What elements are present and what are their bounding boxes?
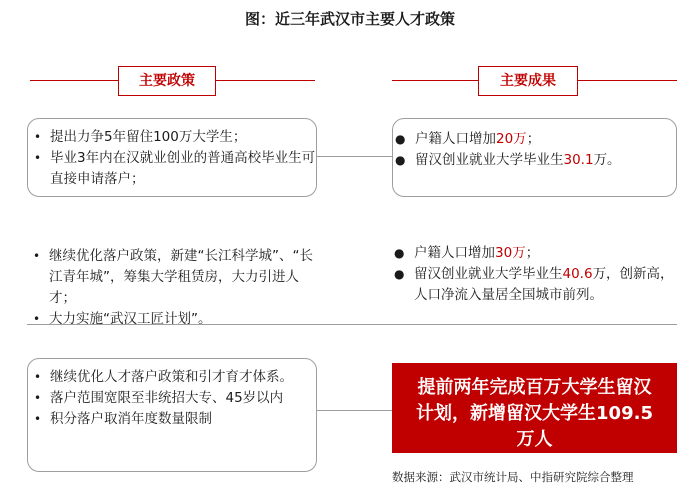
highlight-value: 40.6 bbox=[562, 266, 593, 282]
policy-item: • 继续优化人才落户政策和引才育才体系。 bbox=[28, 367, 316, 388]
connector-line-1 bbox=[317, 156, 392, 157]
highlight-value: 20万 bbox=[496, 131, 527, 147]
policy-item: • 继续优化落户政策，新建“长江科学城”、“长江青年城”，筹集大学租赁房，大力引进人才； bbox=[27, 246, 317, 309]
result-item: ● 户籍人口增加20万； bbox=[393, 129, 676, 150]
row2-bottom-rule bbox=[27, 324, 677, 325]
policy-box-3 bbox=[27, 358, 317, 472]
data-source: 数据来源：武汉市统计局、中指研究院综合整理 bbox=[392, 470, 634, 484]
results-header: 主要成果 bbox=[478, 66, 578, 96]
result-item: ● 留汉创业就业大学毕业生30.1万。 bbox=[393, 150, 676, 171]
policy-item: • 毕业3年内在汉就业创业的普通高校毕业生可直接申请落户； bbox=[28, 148, 316, 190]
policy-box-1 bbox=[27, 118, 317, 197]
highlight-value: 30.1 bbox=[563, 152, 594, 168]
policies-header: 主要政策 bbox=[118, 66, 216, 96]
page-title: 图：近三年武汉市主要人才政策 bbox=[244, 10, 455, 28]
policy-item: • 积分落户取消年度数量限制 bbox=[28, 409, 316, 430]
highlight-value: 30万 bbox=[495, 245, 526, 261]
result-box-1 bbox=[392, 118, 677, 197]
highlight-result-box: 提前两年完成百万大学生留汉计划，新增留汉大学生109.5万人 bbox=[392, 363, 677, 453]
policy-item: • 提出力争5年留住100万大学生； bbox=[28, 127, 316, 148]
result-item: ● 留汉创业就业大学毕业生40.6万，创新高，人口净流入量居全国城市前列。 bbox=[392, 264, 677, 306]
connector-line-3 bbox=[317, 410, 392, 411]
policy-group-2 bbox=[27, 238, 317, 327]
result-group-2 bbox=[392, 243, 677, 323]
policy-item: • 落户范围宽限至非统招大专、45岁以内 bbox=[28, 388, 316, 409]
result-item: ● 户籍人口增加30万； bbox=[392, 243, 677, 264]
policy-item: • 大力实施“武汉工匠计划”。 bbox=[27, 309, 317, 330]
